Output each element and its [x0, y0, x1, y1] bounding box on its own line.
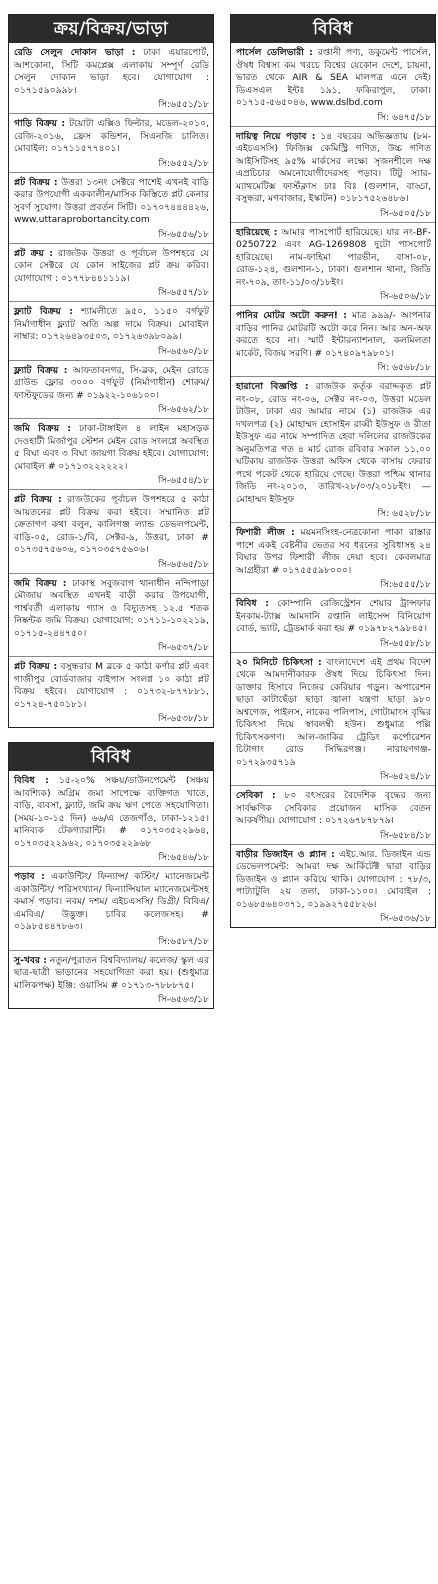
- ad-heading: ২০ মিনিটে চিকিৎসা :: [236, 656, 322, 668]
- classified-ad: [9, 489, 213, 573]
- ad-body: আমার পাসপোর্ট হারিয়েছে। যার নং-BF-0250722 এবং AG-1269808 দুটো পাসপোর্ট হারিয়েছে। নাম-ফাহিমা পারভীন, বাসা-০৮, রোড-১২৪, গুলশান-১, ঢাকা। গুলশান থানা, জিডি নং-৭০৯, তাং-১১/০৩/১৮ইং।: [236, 226, 431, 288]
- ad-body: রাজউকের পূর্বাচল উপশহরে ৫ কাঠা আয়তনের প্লট বিক্রয় করা হইবে। সম্মানিত প্লট ক্রেতাগণ কথা বলুন, কালিগঞ্জ ল্যান্ড ডেভলপমেন্ট, বাড়ি-০৫, রোড-১/বি, সেক্টর-৯, উত্তরা, ঢাকা # ০১৭৩৫৭৫৬০৬, ০১৭০৩৫৭৫৬০৬।: [14, 494, 210, 555]
- ad-code: সি:৬৫৮৭/১৮: [158, 935, 209, 947]
- ad-text: [14, 365, 209, 403]
- ad-code: সি-৬৫৮৪/১৮: [380, 829, 431, 841]
- ad-code: সি-৬৫৫৭/১৮: [158, 287, 209, 298]
- ad-heading: সু-খবর :: [14, 954, 47, 966]
- classified-ad: [9, 172, 213, 243]
- classified-ad: [231, 376, 435, 522]
- ad-body: উত্তরা ১৩নং সেক্টরে পাশেই এখনই বাড়ি করার উপযোগী এককালীন/মাসিক কিস্তিতে প্লট কেনার সুবর্ণ সুযোগ। উত্তরা প্রবর্তন সিটি। ০১৭০৭৪৪৪৪২৬, www.uttaraprobortancity.com: [14, 176, 209, 225]
- ad-code: সি: ৬৪৭৫/১৮: [377, 111, 431, 123]
- ad-body: টয়োটা এক্সিও ফিল্টার, মডেল-২০১০, রেজি-২০১৬, ফ্রেস কন্ডিশন, সিএনজি চালিত। মোবাইল: ০১৭১১৫৭৭৪০১।: [14, 118, 209, 154]
- ad-text: [14, 775, 209, 850]
- ad-heading: হারিয়েছে :: [236, 226, 278, 238]
- ad-heading: ফিশারী লীজ :: [236, 527, 295, 538]
- ad-body: রাজউক কর্তৃক বরাদ্দকৃত প্লট নং-০৮, রোড নং-০৬, সেক্টর নং-০৩, উত্তরা মডেল টাউন, ঢাকা এর আমার নামে (১) রাজউক এর দখলপত্র (২) মোহাম্মদ হোসাইন রাব্বী ইউসুফ ও রীতা ইউসুফ এর নামে সম্পাদিত হেবা দলিলের রাজউকের অনুমতিপত্র গত ৪ মার্চ রোজ রবিবার সকাল ১১.০০ ঘটিকায় রাজউক উত্তরা অফিস থেকে বাসায় ফেরার পথে পকেট থেকে হারিয়ে গেছে। উত্তরা পশ্চিম থানার জিডি নং-২০১৩, তারিখ-২৮/০৩/২০১৮ইং। —মোহাম্মদ ইউসুফ: [236, 381, 431, 505]
- classified-ad: [9, 573, 213, 657]
- classified-ad: [231, 43, 435, 126]
- ad-code: সি-৬৫৫৪/১৮: [158, 475, 209, 486]
- section-header: ক্রয়/বিক্রয়/ভাড়া: [9, 15, 213, 43]
- classified-ad: [231, 844, 435, 928]
- ad-code: সি-৬৫৬০/১৮: [158, 345, 209, 357]
- ad-body: কোম্পানি রেজিস্ট্রেশন শেয়ার ট্রান্সফার ইনকাম-ট্যাক্স আমদানি রপ্তানি লাইসেন্স বিনিয়োগ বোর্ড, ভ্যাট, ট্রেডমার্ক করা হয় # ০১৯৭৮২৭৯৮৪৫।: [236, 598, 431, 634]
- classified-ad: [231, 126, 435, 222]
- ad-body: মাত্র ৯৯৯/- আপনার বাড়ির পানির মোটরটি অটো করে নিন। আর অন-অফ করতে হবে না। স্মার্ট ইন্টারন্যাশনাল, কলমিলতা মার্কেট, বিজয় সরণি। # ০১৭৪০৯৭৯৮০১।: [236, 310, 431, 359]
- ad-body: শ্যামলীতে ৯৫০, ১১৫০ বর্গফুট নির্মাণাধীন ফ্ল্যাট অতি অল্প দামে বিক্রয়। মোবাইল নাম্বার: ০১৭২৬৪৯৩৫০৩, ০১৭২৬৩৯৮০৯৯।: [14, 306, 209, 342]
- ad-text: [14, 494, 209, 557]
- ad-text: [236, 381, 431, 506]
- ad-text: [14, 578, 209, 641]
- ad-text: [236, 598, 431, 636]
- ad-text: [236, 849, 431, 912]
- ad-code: সি-৬৫৬৫/১৮: [158, 558, 209, 570]
- classified-ad: [231, 652, 435, 786]
- ad-heading: ফ্ল্যাট বিক্রয় :: [14, 306, 73, 317]
- ad-body: ১৫-২০% সঞ্চয়/ডাউনপেমেন্ট (সঞ্চয় আবশ্যিক) অগ্রিম জমা সাপেক্ষে ব্যক্তিগত খাতে, বাড়ি, ব্যবসা, ফ্ল্যাট, জমি ক্রয় ঋণ পেতে সহযোগিতা। (সময়-১০-১৫ দিন) ৬৬/এ তেজগাঁও, ঢাকা-১২১৫। মানিব্যক টেকগ্যারান্টি। # ০১৭০৩৫২২৯৬৪, ০১৭০৩৫২২৯৬২, ০১৭০৩৫২২৯৬৮: [14, 775, 209, 849]
- section-header: বিবিধ: [9, 743, 213, 771]
- classified-ad: [9, 113, 213, 172]
- ad-text: [14, 955, 209, 993]
- classified-ad: [9, 418, 213, 489]
- classified-ad: [9, 950, 213, 1009]
- misc-section-left: [8, 742, 214, 1009]
- ad-heading: পানির মোটর অটো করুন! :: [236, 310, 347, 321]
- ad-text: [236, 790, 431, 828]
- ad-body: ৮০ বৎসরের বৈদেশিক বৃদ্ধের জন্য সার্বক্ষণিক সেবিকার প্রয়োজন মাসিক বেতন আকর্ষণীয়। যোগাযোগ : ০১৭২৬৭৮৭৮৭৯।: [236, 790, 431, 826]
- ad-code: সি:৬৫৫৫/১৮: [380, 579, 431, 590]
- ad-heading: বাড়ীর ডিজাইন ও প্ল্যান :: [236, 848, 335, 860]
- ad-code: সি:৬৫৪৬/১৮: [158, 852, 209, 863]
- ad-code: সি-৬৫৬২/১৮: [158, 404, 209, 415]
- ad-text: [14, 177, 209, 227]
- right-column: [230, 14, 436, 928]
- ad-body: একাউন্টিং/ ফিন্যান্স/ কস্টিং/ ম্যানেজমেন্ট একাউন্টিং/ পরিসংখ্যান/ ফিন্যান্সিয়াল ম্যানেজমেন্টসহ কমার্স পড়াব। নবম/ দশম/ এইচএসসি/ ডিগ্রী/ বিবিএ/এমবিএ/ উদ্ভুক্ত। চাবির কলেজসহ। # ০১৯৮৫৪৪৭৮৬৩।: [14, 871, 209, 932]
- ad-text: [236, 227, 431, 290]
- classified-ad: [231, 522, 435, 593]
- ad-heading: প্লট বিক্রয় :: [14, 494, 62, 505]
- classified-ad: [9, 243, 213, 302]
- ad-heading: হারানো বিজ্ঞপ্তি :: [236, 381, 309, 392]
- ad-code: সি: ৬৫৬৮/১৮: [377, 362, 431, 373]
- ad-body: নতুন/পুরাতন বিশ্ববিদ্যালয়/ কলেজ/ স্কুল এর ছাত্র-ছাত্রী ভাড়ানের সহযোগিতা করা হয়। (শুধুমাত্র মালিকপক্ষ) ইঞ্জি: ওয়াসিম # ০১৭১৩-৭৮৮৮৭৫।: [14, 954, 209, 991]
- ad-code: সি-৬৫৩৭/১৮: [158, 642, 209, 653]
- ad-heading: জমি বিক্রয় :: [14, 423, 72, 434]
- ad-code: সি-৬৫৫৬/১৮: [158, 228, 209, 240]
- ad-body: রপ্তানী পণ্য, ডকুমেন্ট পার্সেল, ঔষধ বিশ্বস্য কম খরচে বিশ্বের যেকোন দেশে, চায়না, ভারত থেকে AIR & SEA মালপত্র এনে দেই। ডিএসএল ইন্টঃ ১৯১, ফকিরাপুল, ঢাকা। ০১৭১৫-৫৬৫০৪৬, www.dslbd.com: [236, 47, 431, 108]
- ad-text: [236, 131, 431, 206]
- ad-heading: প্লট ক্রয় :: [14, 247, 53, 259]
- ad-heading: গাড়ি বিক্রয় :: [14, 118, 66, 129]
- ad-heading: সেবিকা :: [236, 790, 276, 801]
- ad-code: সি:৬৫৫১/১৮: [158, 99, 209, 110]
- classified-ad: [9, 43, 213, 113]
- left-column: [8, 14, 214, 1009]
- ad-body: বসুন্ধরার M ব্লকে ৫ কাঠা কর্ণার প্লট এবং গাজীপুর বোর্ডবাজার বাইপাস সংলগ্ন ১০ কাঠা প্লট বিক্রয় হইবে। যোগাযোগ : ০১৭৩২-৮৭৭৮৮১, ০১৭২৪-৭৫০১৮১।: [14, 661, 209, 710]
- ad-text: [14, 661, 209, 711]
- ad-code: সি-৬৫৬৩/১৮: [158, 994, 209, 1005]
- classified-ad: [231, 305, 435, 376]
- classified-ad: [9, 771, 213, 866]
- ad-text: [236, 310, 431, 360]
- ad-body: আফতাবনগর, সি-ব্লক, মেইন রোডে গ্রাউন্ড ফ্লোর ৩০০০ বর্গফুট (নির্মাণাধীন) শোরুম/ফাস্টফুডের জন্য # ০১৯২২-১০৬১০০।: [14, 364, 209, 401]
- classified-ad: [9, 656, 213, 727]
- ad-heading: বিবিধ :: [14, 775, 49, 786]
- classified-ad: [231, 593, 435, 652]
- buy-sell-rent-section: [8, 14, 214, 728]
- ad-text: [236, 527, 431, 577]
- classified-ad: [231, 222, 435, 306]
- misc-section-right: [230, 14, 436, 928]
- ad-text: [14, 118, 209, 156]
- ad-text: [14, 306, 209, 344]
- section-header: বিবিধ: [231, 15, 435, 43]
- ad-code: সি-৬৫৩৮/১৮: [158, 713, 209, 724]
- ad-code: সি-৬৫৫৮/১৮: [380, 637, 431, 649]
- classified-ad: [231, 785, 435, 844]
- ad-code: সি-৬৫৩৬/১৮: [380, 913, 431, 924]
- ad-heading: প্লট বিক্রয় :: [14, 661, 58, 672]
- ad-text: [14, 871, 209, 934]
- ad-body: ঢাকাস্থ সবুজবাগ থানাধীন নন্দিপাড়া মৌজায় অবস্থিত এখনই বাড়ী করার উপযোগী, পার্শ্ববর্তী এলাকায় গ্যাস ও বিদ্যুতসহ ১২.৫ শতক নিষ্কন্টক জমি বিক্রয়। যোগাযোগ: ০১৭১১-১০২২১৯, ০১৭১৫-২৪৪৭৫০।: [14, 577, 209, 639]
- ad-body: ঢাকা-টাঙ্গাইল ৪ লাইন মহাসড়ক দেওহাটী মির্জাপুর স্টেশন মেইন রোড সংলগ্নে অবস্থিত ৫ বিঘা এবং ৩ বিঘা জায়গা বিক্রয় হইবে। যোগাযোগ: মোবাইল # ০১৭১৩২২২২২২।: [14, 423, 209, 472]
- ad-heading: পড়াব :: [14, 871, 45, 882]
- ad-heading: ফ্ল্যাট বিক্রয় :: [14, 364, 68, 376]
- ad-text: [236, 657, 431, 770]
- ad-text: [14, 248, 209, 286]
- ad-body: ঢাকা এয়ারপোর্ট, আশকোনা, সিটি কমপ্লেক্স এলাকায় সম্পূর্ণ রেডি সেলুন দোকান ভাড়া হবে। যোগাযোগ : ০১৭১৫৯০৯৯৮।: [14, 47, 210, 96]
- ad-body: ১৪ বছরের অভিজ্ঞতায় (৮ম-এইচএসসি) ফিজিক্স কেমিস্ট্রি গণিত, উচ্চ গণিত আইসিটিসহ ৯৫% মার্কসের লক্ষ্যে সৃজনশীলে দক্ষ এপ্রচিচার অমনোযোগীদেরসহ পড়াব। টিটু স্যার- ম্যাথমেটিক্স ফার্স্টক্লাস ঢাঃ বিঃ (গুলশান, বাড্ডা, বসুন্ধরা, মগবাজার, ইস্কাটন) ০১৮১৭৫২৬৪৮৬।: [236, 130, 431, 204]
- ad-heading: রেডি সেলুন দোকান ভাড়া :: [14, 47, 136, 58]
- ad-heading: পার্সেল ডেলিভারী :: [236, 47, 313, 58]
- ad-heading: জমি বিক্রয় :: [14, 577, 67, 589]
- ad-text: [236, 47, 431, 110]
- ad-heading: প্লট বিক্রয় :: [14, 176, 58, 188]
- ad-text: [14, 47, 209, 97]
- ad-heading: বিবিধ :: [236, 598, 269, 609]
- classified-ad: [9, 360, 213, 419]
- ad-body: রাজউক উত্তরা ও পূর্বাচল উপশহরে যে কোন সেক্টরে যে কোন সাইজের প্লট ক্রয় করিব। যোগাযোগ : ০১৭৭৮৪৪১১১৯।: [14, 247, 209, 284]
- ad-code: সি:৬৫৫২/১৮: [158, 157, 209, 169]
- ad-text: [14, 423, 209, 473]
- ad-body: এইচ.আর. ডিজাইন এন্ড ডেভেলপমেন্ট: আমরা দক্ষ আর্কিটেক্ট দ্বারা বাড়ির ডিজাইন ও প্ল্যান করিয়ে থাকি। যোগাযোগ : ৭৮/৩, পাট্যাটুলি ২য় তলা, ঢাকা-১১০০। মোবাইল : ০১৬৮৫৬৪০৩৭১, ০১৯৯২৭৫৫৮২৬।: [236, 848, 432, 910]
- classified-ad: [9, 301, 213, 360]
- ad-body: বাংলাদেশে এই প্রথম বিদেশ থেকে আমদানীকারক ঔষধ দিয়ে চিকিৎসা দিন। ডাক্তার হিসাবে নিজের কেরিয়ার গড়ুন। অপারেশন ছাড়া কাটাছেঁড়া ছাড়া জ্বালা যন্ত্রণা ছাড়া ৯৮০ অশ্বগেজ, পাইলস, নাকের পলিপাস, গোটামাংস বৃদ্ধির চিকিৎসা দিয়ে স্বাবলম্বী হউন। শুধুমাত্র পল্লি চিকিৎসকগণ। আল-জাকির ট্রেডিং কর্পোরেশন চিটাগাং রোড সিদ্ধিরগঞ্জ। নারায়ণগঞ্জ- ০১৭২৯৩৫৭১৯: [236, 656, 431, 768]
- ad-code: সি-৬৫০৬/১৮: [380, 291, 431, 302]
- ad-heading: দায়িত্ব নিয়ে পড়াব :: [236, 130, 316, 142]
- ad-code: সি-৬৫২৪/১৮: [380, 771, 431, 782]
- ad-code: সি-৬৫০৫/১৮: [380, 207, 431, 219]
- ad-body: ময়মনসিংহ-নেত্রকোনা পাকা রাস্তার পাশে একই বেষ্টনীর ভেতর সব ধরনের সুবিধাসহ ২৪ বিঘার উপর ফিশারী লীজ দেয়া হবে। কেবলমাত্র আগ্রহীরা # ০১৭৫৫৫৯৮০০০।: [236, 527, 431, 576]
- classified-ad: [9, 866, 213, 950]
- ad-code: সি: ৬৫২৮/১৮: [377, 508, 431, 519]
